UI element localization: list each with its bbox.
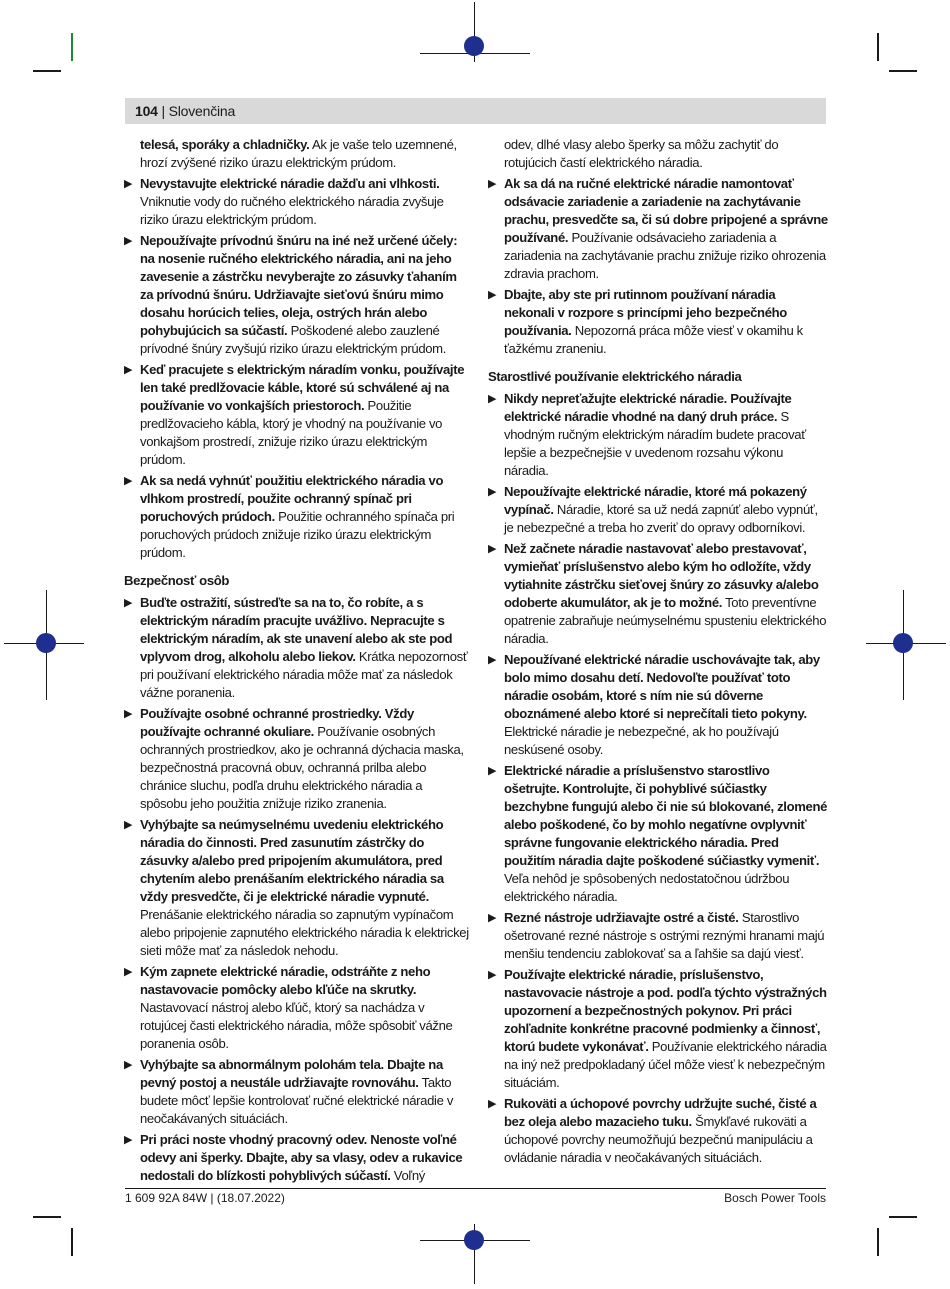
registration-mark-right (893, 633, 913, 653)
warning-text: Nikdy nepreťažujte elektrické náradie. Používajte elektrické náradie vhodné na daný druh práce. (504, 391, 792, 424)
left-column (124, 136, 469, 1188)
bullet-arrow-icon: ▶ (488, 393, 497, 405)
warning-text: telesá, sporáky a chladničky. (140, 137, 310, 152)
list-item (488, 966, 828, 1092)
explanation-text: Voľný (390, 1168, 425, 1183)
bullet-arrow-icon: ▶ (124, 178, 133, 190)
crop-mark-bottom-left-v (71, 1228, 73, 1256)
bullet-arrow-icon: ▶ (124, 1059, 133, 1071)
list-item (124, 232, 469, 358)
explanation-text: Použitie ochranného spínača pri poruchových prúdoch znižuje riziko úrazu elektrickým prúdom. (140, 509, 455, 560)
bullet-arrow-icon: ▶ (124, 235, 133, 247)
list-item (124, 472, 469, 562)
explanation-text: Starostlivo ošetrované rezné nástroje s ostrými reznými hranami majú menšiu tendenciu zablokovať sa a ľahšie sa dajú viesť. (504, 910, 825, 961)
registration-mark-bottom (464, 1230, 484, 1250)
list-item (488, 1095, 828, 1167)
explanation-text: Použitie predlžovacieho kábla, ktorý je vhodný na používanie vo vonkajšom prostredí, znižuje riziko úrazu elektrickým prúdom. (140, 398, 443, 467)
bullet-arrow-icon: ▶ (124, 708, 133, 720)
explanation-text: Používanie elektrického náradia na iný než predpokladaný účel môže viesť k nebezpečným situáciám. (504, 1039, 827, 1090)
footer-brand: Bosch Power Tools (724, 1191, 826, 1205)
bullet-arrow-icon: ▶ (124, 475, 133, 487)
bullet-arrow-icon: ▶ (124, 819, 133, 831)
warning-text: Vyhýbajte sa abnormálnym polohám tela. Dbajte na pevný postoj a neustále udržiavajte rovnováhu. (140, 1057, 443, 1090)
list-item (488, 175, 828, 283)
warning-text: Dbajte, aby ste pri rutinnom používaní náradia nekonali v rozpore s princípmi jeho bezpečného používania. (504, 287, 787, 338)
registration-mark-left (36, 633, 56, 653)
list-item (124, 1131, 469, 1185)
explanation-text: Veľa nehôd je spôsobených nedostatočnou údržbou elektrického náradia. (504, 871, 790, 904)
explanation-text: Ak je vaše telo uzemnené, hrozí zvýšené riziko úrazu elektrickým prúdom. (140, 137, 457, 170)
warning-text: Nepoužívajte elektrické náradie, ktoré má pokazený vypínač. (504, 484, 807, 517)
list-item (488, 286, 828, 358)
list-item (488, 909, 828, 963)
header-text (135, 103, 235, 119)
list-item (488, 651, 828, 759)
bullet-arrow-icon: ▶ (124, 364, 133, 376)
section-heading: Starostlivé používanie elektrického náradia (488, 369, 742, 384)
bullet-arrow-icon: ▶ (488, 486, 497, 498)
bullet-arrow-icon: ▶ (488, 765, 497, 777)
list-item (124, 594, 469, 702)
paragraph (488, 136, 828, 172)
list-item (124, 175, 469, 229)
list-item (488, 540, 828, 648)
warning-text: Používajte osobné ochranné prostriedky. Vždy používajte ochranné okuliare. (140, 706, 414, 739)
explanation-text: Takto budete môcť lepšie kontrolovať ručné elektrické náradie v neočakávaných situáciách. (140, 1075, 454, 1126)
warning-text: Kým zapnete elektrické náradie, odstráňte z neho nastavovacie pomôcky alebo kľúče na skrutky. (140, 964, 431, 997)
bullet-arrow-icon: ▶ (124, 966, 133, 978)
right-column (488, 136, 828, 1170)
warning-text: Než začnete náradie nastavovať alebo prestavovať, vymieňať príslušenstvo alebo kým ho odložíte, vždy vytiahnite zástrčku sieťovej šnúry zo zásuvky a/alebo odoberte akumulátor, ak je to možné. (504, 541, 819, 610)
warning-text: Elektrické náradie a príslušenstvo starostlivo ošetrujte. Kontrolujte, či pohyblivé súčiastky bezchybne fungujú alebo či nie sú blokované, zlomené alebo poškodené, čo by mohlo negatívne ovplyvniť správne fungovanie elektrického náradia. Pred použitím náradia dajte poškodené súčiastky vymeniť. (504, 763, 828, 868)
warning-text: Ak sa dá na ručné elektrické náradie namontovať odsávacie zariadenie a zariadenie na zachytávanie prachu, presvedčte sa, či sú dobre pripojené a správne používané. (504, 176, 828, 245)
warning-text: Rukoväti a úchopové povrchy udržujte suché, čisté a bez oleja alebo mazacieho tuku. (504, 1096, 817, 1129)
footer-document-id: 1 609 92A 84W | (18.07.2022) (125, 1191, 285, 1205)
bullet-arrow-icon: ▶ (488, 289, 497, 301)
explanation-text: Náradie, ktoré sa už nedá zapnúť alebo vypnúť, je nebezpečné a treba ho zveriť do opravy odborníkovi. (504, 502, 818, 535)
warning-text: Rezné nástroje udržiavajte ostré a čisté. (504, 910, 739, 925)
bullet-arrow-icon: ▶ (488, 912, 497, 924)
explanation-text: Nastavovací nástroj alebo kľúč, ktorý sa nachádza v rotujúcej časti elektrického náradia, môže spôsobiť vážne poranenia osôb. (140, 1000, 453, 1051)
crop-mark-top-left-h (33, 70, 61, 72)
bullet-arrow-icon: ▶ (488, 543, 497, 555)
explanation-text: odev, dlhé vlasy alebo šperky sa môžu zachytiť do rotujúcich častí elektrického náradia. (504, 137, 779, 170)
explanation-text: Elektrické náradie je nebezpečné, ak ho používajú neskúsené osoby. (504, 724, 779, 757)
crop-mark-top-left-v (71, 33, 73, 61)
warning-text: Vyhýbajte sa neúmyselnému uvedeniu elektrického náradia do činnosti. Pred zasunutím zástrčky do zásuvky a/alebo pred pripojením akumulátora, pred chytením alebo prenášaním elektrického náradia sa vždy presvedčte, či je elektrické náradie vypnuté. (140, 817, 444, 904)
crop-mark-top-right-h (889, 70, 917, 72)
crop-mark-bottom-left-h (33, 1216, 61, 1218)
explanation-text: Krátka nepozornosť pri používaní elektrického náradia môže mať za následok vážne poranenia. (140, 649, 468, 700)
header-language: Slovenčina (168, 103, 236, 119)
footer-rule (125, 1188, 826, 1189)
list-item (124, 1056, 469, 1128)
crop-mark-top-right-v (877, 33, 879, 61)
warning-text: Ak sa nedá vyhnúť použitiu elektrického náradia vo vlhkom prostredí, použite ochranný spínač pri poruchových prúdoch. (140, 473, 444, 524)
list-item (488, 483, 828, 537)
explanation-text: Poškodené alebo zauzlené prívodné šnúry zvyšujú riziko úrazu elektrickým prúdom. (140, 323, 447, 356)
list-item (124, 361, 469, 469)
crop-mark-bottom-right-v (877, 1228, 879, 1256)
warning-text: Nepoužívané elektrické náradie uschovávajte tak, aby bolo mimo dosahu detí. Nedovoľte používať toto náradie osobám, ktoré s ním nie sú dôverne oboznámené alebo ktoré si neprečítali tieto pokyny. (504, 652, 820, 721)
list-item (488, 762, 828, 906)
page-number: 104 (135, 103, 158, 119)
warning-text: Pri práci noste vhodný pracovný odev. Nenoste voľné odevy ani šperky. Dbajte, aby sa vlasy, odev a rukavice nedostali do blízkosti pohyblivých súčastí. (140, 1132, 463, 1183)
explanation-text: Vniknutie vody do ručného elektrického náradia zvyšuje riziko úrazu elektrickým prúdom. (140, 194, 444, 227)
explanation-text: Toto preventívne opatrenie zabraňuje neúmyselnému spusteniu elektrického náradia. (504, 595, 827, 646)
header-separator: | (157, 103, 169, 119)
list-item (124, 816, 469, 960)
explanation-text: S vhodným ručným elektrickým náradím budete pracovať lepšie a bezpečnejšie v uvedenom rozsahu výkonu náradia. (504, 409, 806, 478)
registration-mark-top (464, 36, 484, 56)
bullet-arrow-icon: ▶ (488, 969, 497, 981)
warning-text: Buďte ostražití, sústreďte sa na to, čo robíte, a s elektrickým náradím pracujte uvážlivo. Nepracujte s elektrickým náradím, ak ste unavení alebo ak ste pod vplyvom drog, alkoholu alebo liekov. (140, 595, 453, 664)
list-item (488, 390, 828, 480)
warning-text: Nevystavujte elektrické náradie dažďu ani vlhkosti. (140, 176, 440, 191)
warning-text: Používajte elektrické náradie, príslušenstvo, nastavovacie nástroje a pod. podľa týchto výstražných upozornení a bezpečnostných pokynov. Pri práci zohľadnite konkrétne pracovné podmienky a činnosť, ktorú budete vykonávať. (504, 967, 827, 1054)
bullet-arrow-icon: ▶ (488, 178, 497, 190)
explanation-text: Šmykľavé rukoväti a úchopové povrchy neumožňujú bezpečnú manipuláciu a ovládanie náradia v neočakávaných situáciách. (504, 1114, 813, 1165)
warning-text: Nepoužívajte prívodnú šnúru na iné než určené účely: na nosenie ručného elektrického náradia, ani na jeho zavesenie a zástrčku nevyberajte zo zásuvky ťahaním za prívodnú šnúru. Udržiavajte sieťovú šnúru mimo dosahu horúcich telies, oleja, ostrých hrán alebo pohybujúcich sa súčastí. (140, 233, 458, 338)
crop-mark-bottom-right-h (889, 1216, 917, 1218)
bullet-arrow-icon: ▶ (488, 654, 497, 666)
page-header (125, 98, 826, 124)
section-heading: Bezpečnosť osôb (124, 573, 230, 588)
bullet-arrow-icon: ▶ (488, 1098, 497, 1110)
list-item (124, 705, 469, 813)
explanation-text: Používanie odsávacieho zariadenia a zariadenia na zachytávanie prachu znižuje riziko ohrozenia zdravia prachom. (504, 230, 826, 281)
explanation-text: Prenášanie elektrického náradia so zapnutým vypínačom alebo pripojenie zapnutého elektrického náradia k elektrickej sieti môže mať za následok nehodu. (140, 907, 469, 958)
warning-text: Keď pracujete s elektrickým náradím vonku, používajte len také predlžovacie káble, ktoré sú schválené aj na používanie vo vonkajších priestoroch. (140, 362, 465, 413)
bullet-arrow-icon: ▶ (124, 597, 133, 609)
list-item (124, 963, 469, 1053)
explanation-text: Používanie osobných ochranných prostriedkov, ako je ochranná dýchacia maska, bezpečnostná pracovná obuv, ochranná prilba alebo chránice sluchu, podľa druhu elektrického náradia a spôsobu jeho použitia znižuje riziko zranenia. (140, 724, 464, 811)
bullet-arrow-icon: ▶ (124, 1134, 133, 1146)
explanation-text: Nepozorná práca môže viesť v okamihu k ťažkému zraneniu. (504, 323, 803, 356)
paragraph (124, 136, 469, 172)
